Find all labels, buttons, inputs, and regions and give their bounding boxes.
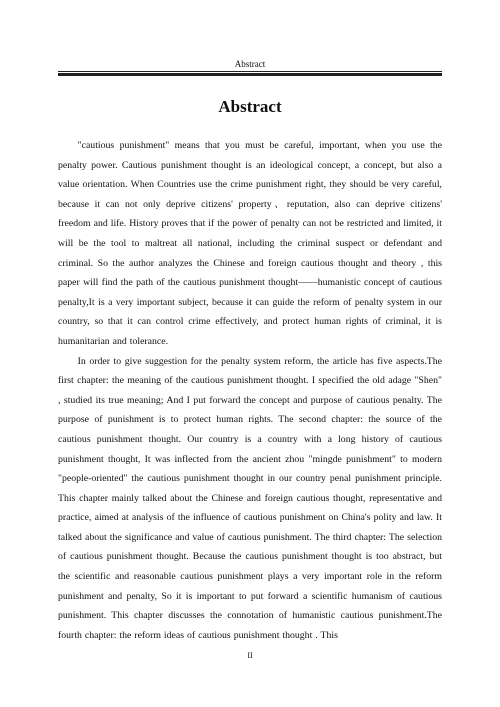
abstract-paragraph-1: "cautious punishment" means that you must be careful, important, when you use the penalty power. Cautious punishment thought is an ideological concept, a concept, but also a value orientation. When Countries use the crime punishment right, they should be very careful, because it can not only deprive citizens' property、reputation, also can deprive citizens' freedom and life. History proves that if the power of penalty can not be restricted and limited, it will be the tool to maltreat all national, including the criminal suspect or defendant and criminal. So the author analyzes the Chinese and foreign cautious thought and theory , this paper will find the path of the cautious punishment thought——humanistic concept of cautious penalty,It is a very important subject, because it can guide the reform of penalty system in our country, so that it can control crime effectively, and protect human rights of criminal, it is humanitarian and tolerance. — [58, 140, 442, 347]
page-number: II — [247, 651, 253, 660]
page-title: Abstract — [218, 97, 282, 116]
header-rule-thick — [58, 73, 442, 76]
abstract-body — [58, 136, 442, 645]
running-header: Abstract — [234, 59, 266, 69]
header-rule-thin — [58, 71, 442, 72]
abstract-paragraph-2: In order to give suggestion for the penalty system reform, the article has five aspects.The first chapter: the meaning of the cautious punishment thought. I specified the old adage "Shen" , studied its true meaning; And I put forward the concept and purpose of cautious penalty. The purpose of punishment is to protect human rights. The second chapter: the source of the cautious punishment thought. Our country is a country with a long history of cautious punishment thought, It was inflected from the ancient zhou "mingde punishment" to modern "people-oriented" the cautious punishment thought in our country penal punishment principle. This chapter mainly talked about the Chinese and foreign cautious thought, representative and practice, aimed at analysis of the influence of cautious punishment on China's polity and law. It talked about the significance and value of cautious punishment. The third chapter: The selection of cautious punishment thought. Because the cautious punishment thought is too abstract, but the scientific and reasonable cautious punishment plays a very important role in the reform punishment and penalty, So it is important to put forward a scientific humanism of cautious punishment. This chapter discusses the connotation of humanistic cautious punishment.The fourth chapter: the reform ideas of cautious punishment thought . This — [58, 355, 442, 641]
